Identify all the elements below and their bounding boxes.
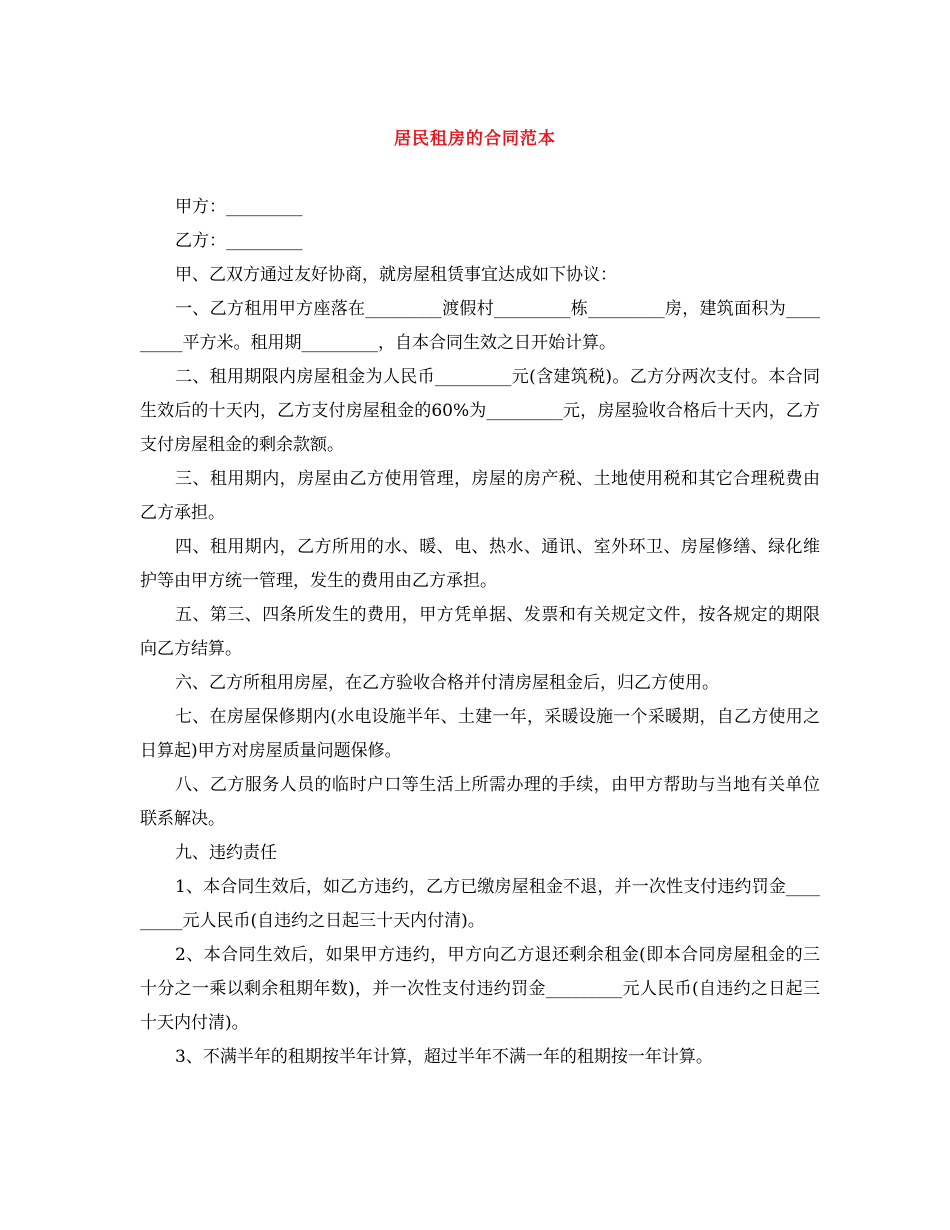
clause-2: 二、租用期限内房屋租金为人民币_________元(含建筑税)。乙方分两次支付。本合同生效后的十天内，乙方支付房屋租金的60%为_________元，房屋验收合格后十天内，乙方支付房屋租金的剩余款额。	[140, 367, 820, 455]
party-a-line: 甲方：_________	[175, 197, 303, 217]
clause-5: 五、第三、四条所发生的费用，甲方凭单据、发票和有关规定文件，按各规定的期限向乙方结算。	[140, 605, 820, 659]
clause-9-item-3: 3、不满半年的租期按半年计算，超过半年不满一年的租期按一年计算。	[175, 1047, 713, 1067]
document-title: 居民租房的合同范本	[394, 129, 556, 149]
clause-7: 七、在房屋保修期内(水电设施半年、土建一年，采暖设施一个采暖期，自乙方使用之日算起)甲方对房屋质量问题保修。	[140, 707, 820, 761]
clause-3: 三、租用期内，房屋由乙方使用管理，房屋的房产税、土地使用税和其它合理税费由乙方承担。	[140, 469, 820, 523]
clause-1: 一、乙方租用甲方座落在_________渡假村_________栋_________房，建筑面积为_________平方米。租用期_________，自本合同生效之日开始计算。	[140, 299, 820, 353]
clause-9-item-2: 2、本合同生效后，如果甲方违约，甲方向乙方退还剩余租金(即本合同房屋租金的三十分之一乘以剩余租期年数)，并一次性支付违约罚金_________元人民币(自违约之日起三十天内付清)。	[140, 945, 820, 1033]
clause-6: 六、乙方所租用房屋，在乙方验收合格并付清房屋租金后，归乙方使用。	[175, 673, 719, 693]
party-b-line: 乙方：_________	[175, 231, 303, 251]
clause-4: 四、租用期内，乙方所用的水、暖、电、热水、通讯、室外环卫、房屋修缮、绿化维护等由甲方统一管理，发生的费用由乙方承担。	[140, 537, 820, 591]
clause-8: 八、乙方服务人员的临时户口等生活上所需办理的手续，由甲方帮助与当地有关单位联系解决。	[140, 775, 820, 829]
document-body	[140, 190, 820, 1074]
clause-9-heading: 九、违约责任	[175, 843, 277, 863]
preamble-paragraph: 甲、乙双方通过友好协商，就房屋租赁事宜达成如下协议：	[175, 265, 617, 285]
clause-9-item-1: 1、本合同生效后，如乙方违约，乙方已缴房屋租金不退，并一次性支付违约罚金_________元人民币(自违约之日起三十天内付清)。	[140, 877, 820, 931]
